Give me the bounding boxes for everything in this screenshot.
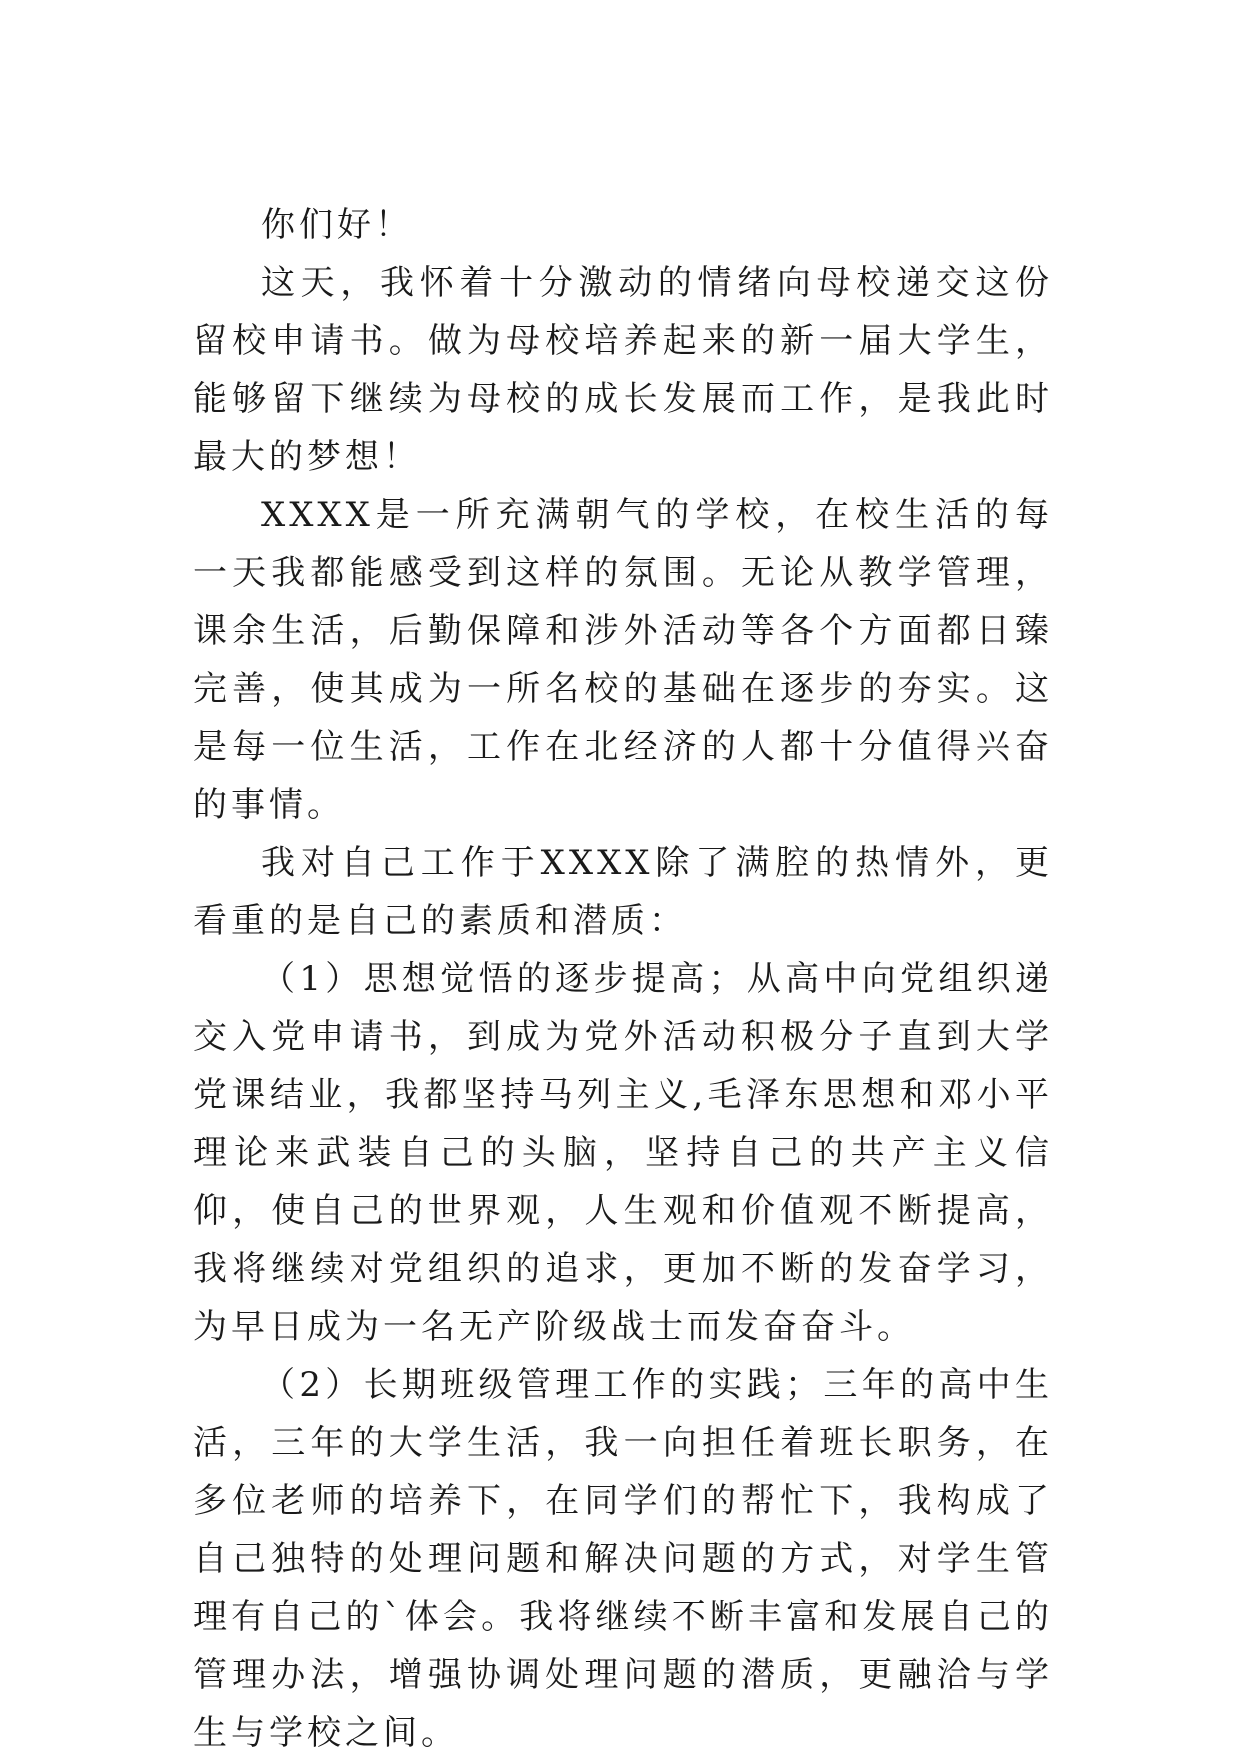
school-paragraph: XXXX是一所充满朝气的学校，在校生活的每一天我都能感受到这样的氛围。无论从教学管理，课余生活，后勤保障和涉外活动等各个方面都日臻完善，使其成为一所名校的基础在逐步的夯实。这是每一位生活，工作在北经济的人都十分值得兴奋的事情。 [193,495,1053,825]
greeting-paragraph: 你们好！ [261,205,413,245]
qualities-paragraph: 我对自己工作于XXXX除了满腔的热情外，更看重的是自己的素质和潜质： [193,843,1053,941]
letter-body [193,196,1053,1762]
intro-paragraph: 这天，我怀着十分激动的情绪向母校递交这份留校申请书。做为母校培养起来的新一届大学生，能够留下继续为母校的成长发展而工作，是我此时最大的梦想！ [193,263,1053,477]
item-2-paragraph: （2）长期班级管理工作的实践；三年的高中生活，三年的大学生活，我一向担任着班长职务，在多位老师的培养下，在同学们的帮忙下，我构成了自己独特的处理问题和解决问题的方式，对学生管理有自己的`体会。我将继续不断丰富和发展自己的管理办法，增强协调处理问题的潜质，更融洽与学生与学校之间。 [193,1365,1053,1753]
item-1-paragraph: （1）思想觉悟的逐步提高；从高中向党组织递交入党申请书，到成为党外活动积极分子直到大学党课结业，我都坚持马列主义,毛泽东思想和邓小平理论来武装自己的头脑，坚持自己的共产主义信仰，使自己的世界观，人生观和价值观不断提高，我将继续对党组织的追求，更加不断的发奋学习，为早日成为一名无产阶级战士而发奋奋斗。 [193,959,1053,1347]
